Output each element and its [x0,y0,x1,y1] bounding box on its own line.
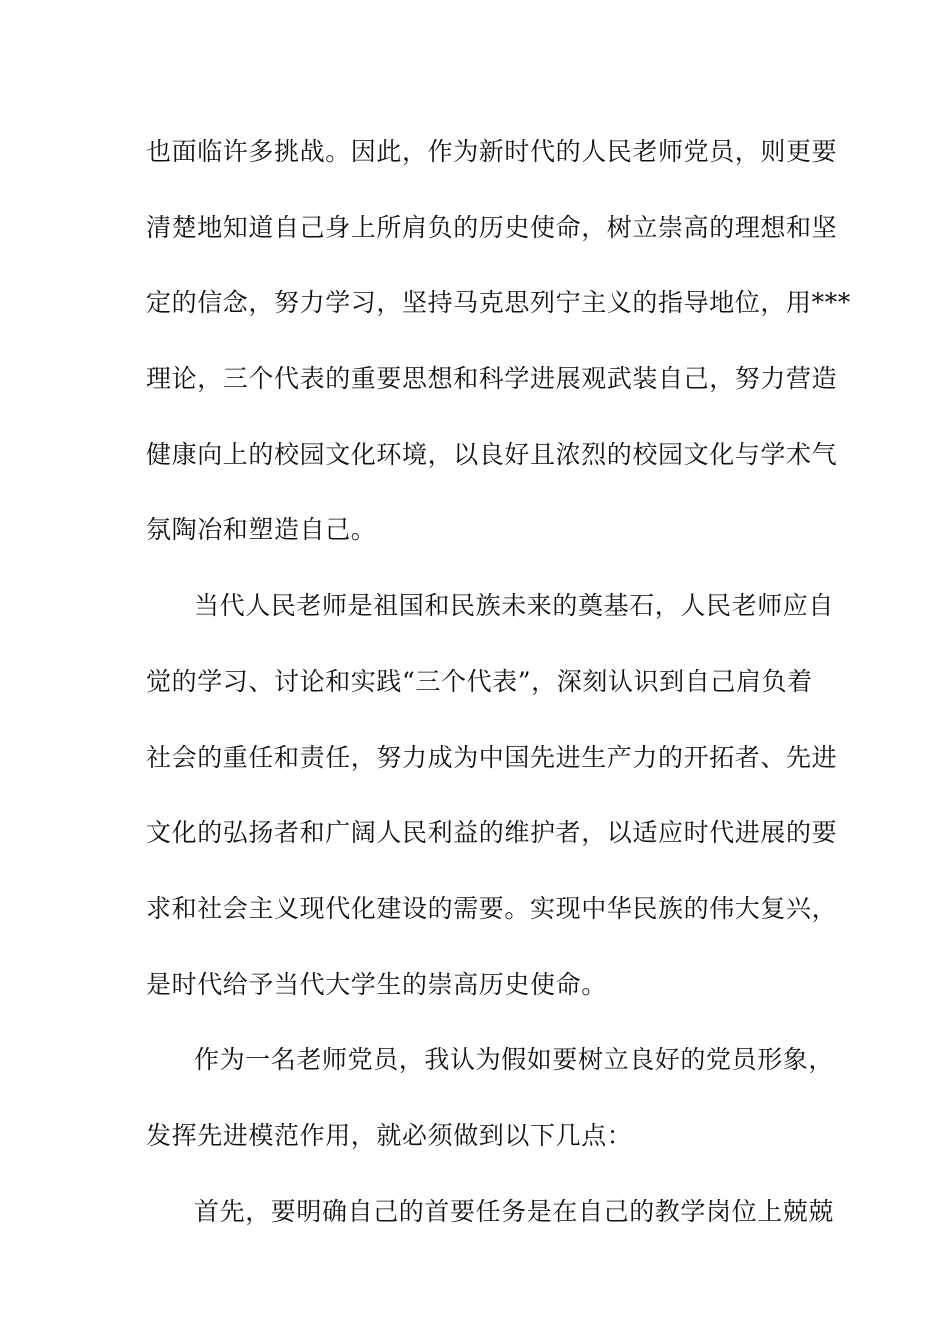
paragraph-first-line: 当代人民老师是祖国和民族未来的奠基石，人民老师应自 [194,591,835,621]
text-line: 文化的弘扬者和广阔人民利益的维护者，以适应时代进展的要 [146,818,838,848]
text-line: 定的信念，努力学习，坚持马克思列宁主义的指导地位，用*** [146,288,851,318]
text-line: 清楚地知道自己身上所肩负的历史使命，树立崇高的理想和坚 [146,212,838,242]
text-line: 也面临许多挑战。因此，作为新时代的人民老师党员，则更要 [146,137,838,166]
paragraph-first-line: 首先，要明确自己的首要任务是在自己的教学岗位上兢兢 [194,1196,835,1226]
paragraph-first-line: 作为一名老师党员，我认为假如要树立良好的党员形象， [194,1045,835,1075]
text-line: 理论，三个代表的重要思想和科学进展观武装自己，努力营造 [146,364,838,394]
text-line: 觉的学习、讨论和实践“三个代表”，深刻认识到自己肩负着 [146,666,813,696]
text-line: 社会的重任和责任，努力成为中国先进生产力的开拓者、先进 [146,742,838,772]
document-body [146,128,851,1263]
text-line: 健康向上的校园文化环境，以良好且浓烈的校园文化与学术气 [146,439,838,469]
text-line: 发挥先进模范作用，就必须做到以下几点： [146,1120,633,1150]
text-line: 氛陶冶和塑造自己。 [146,515,377,545]
text-line: 求和社会主义现代化建设的需要。实现中华民族的伟大复兴， [146,893,838,923]
text-line: 是时代给予当代大学生的崇高历史使命。 [146,969,607,999]
